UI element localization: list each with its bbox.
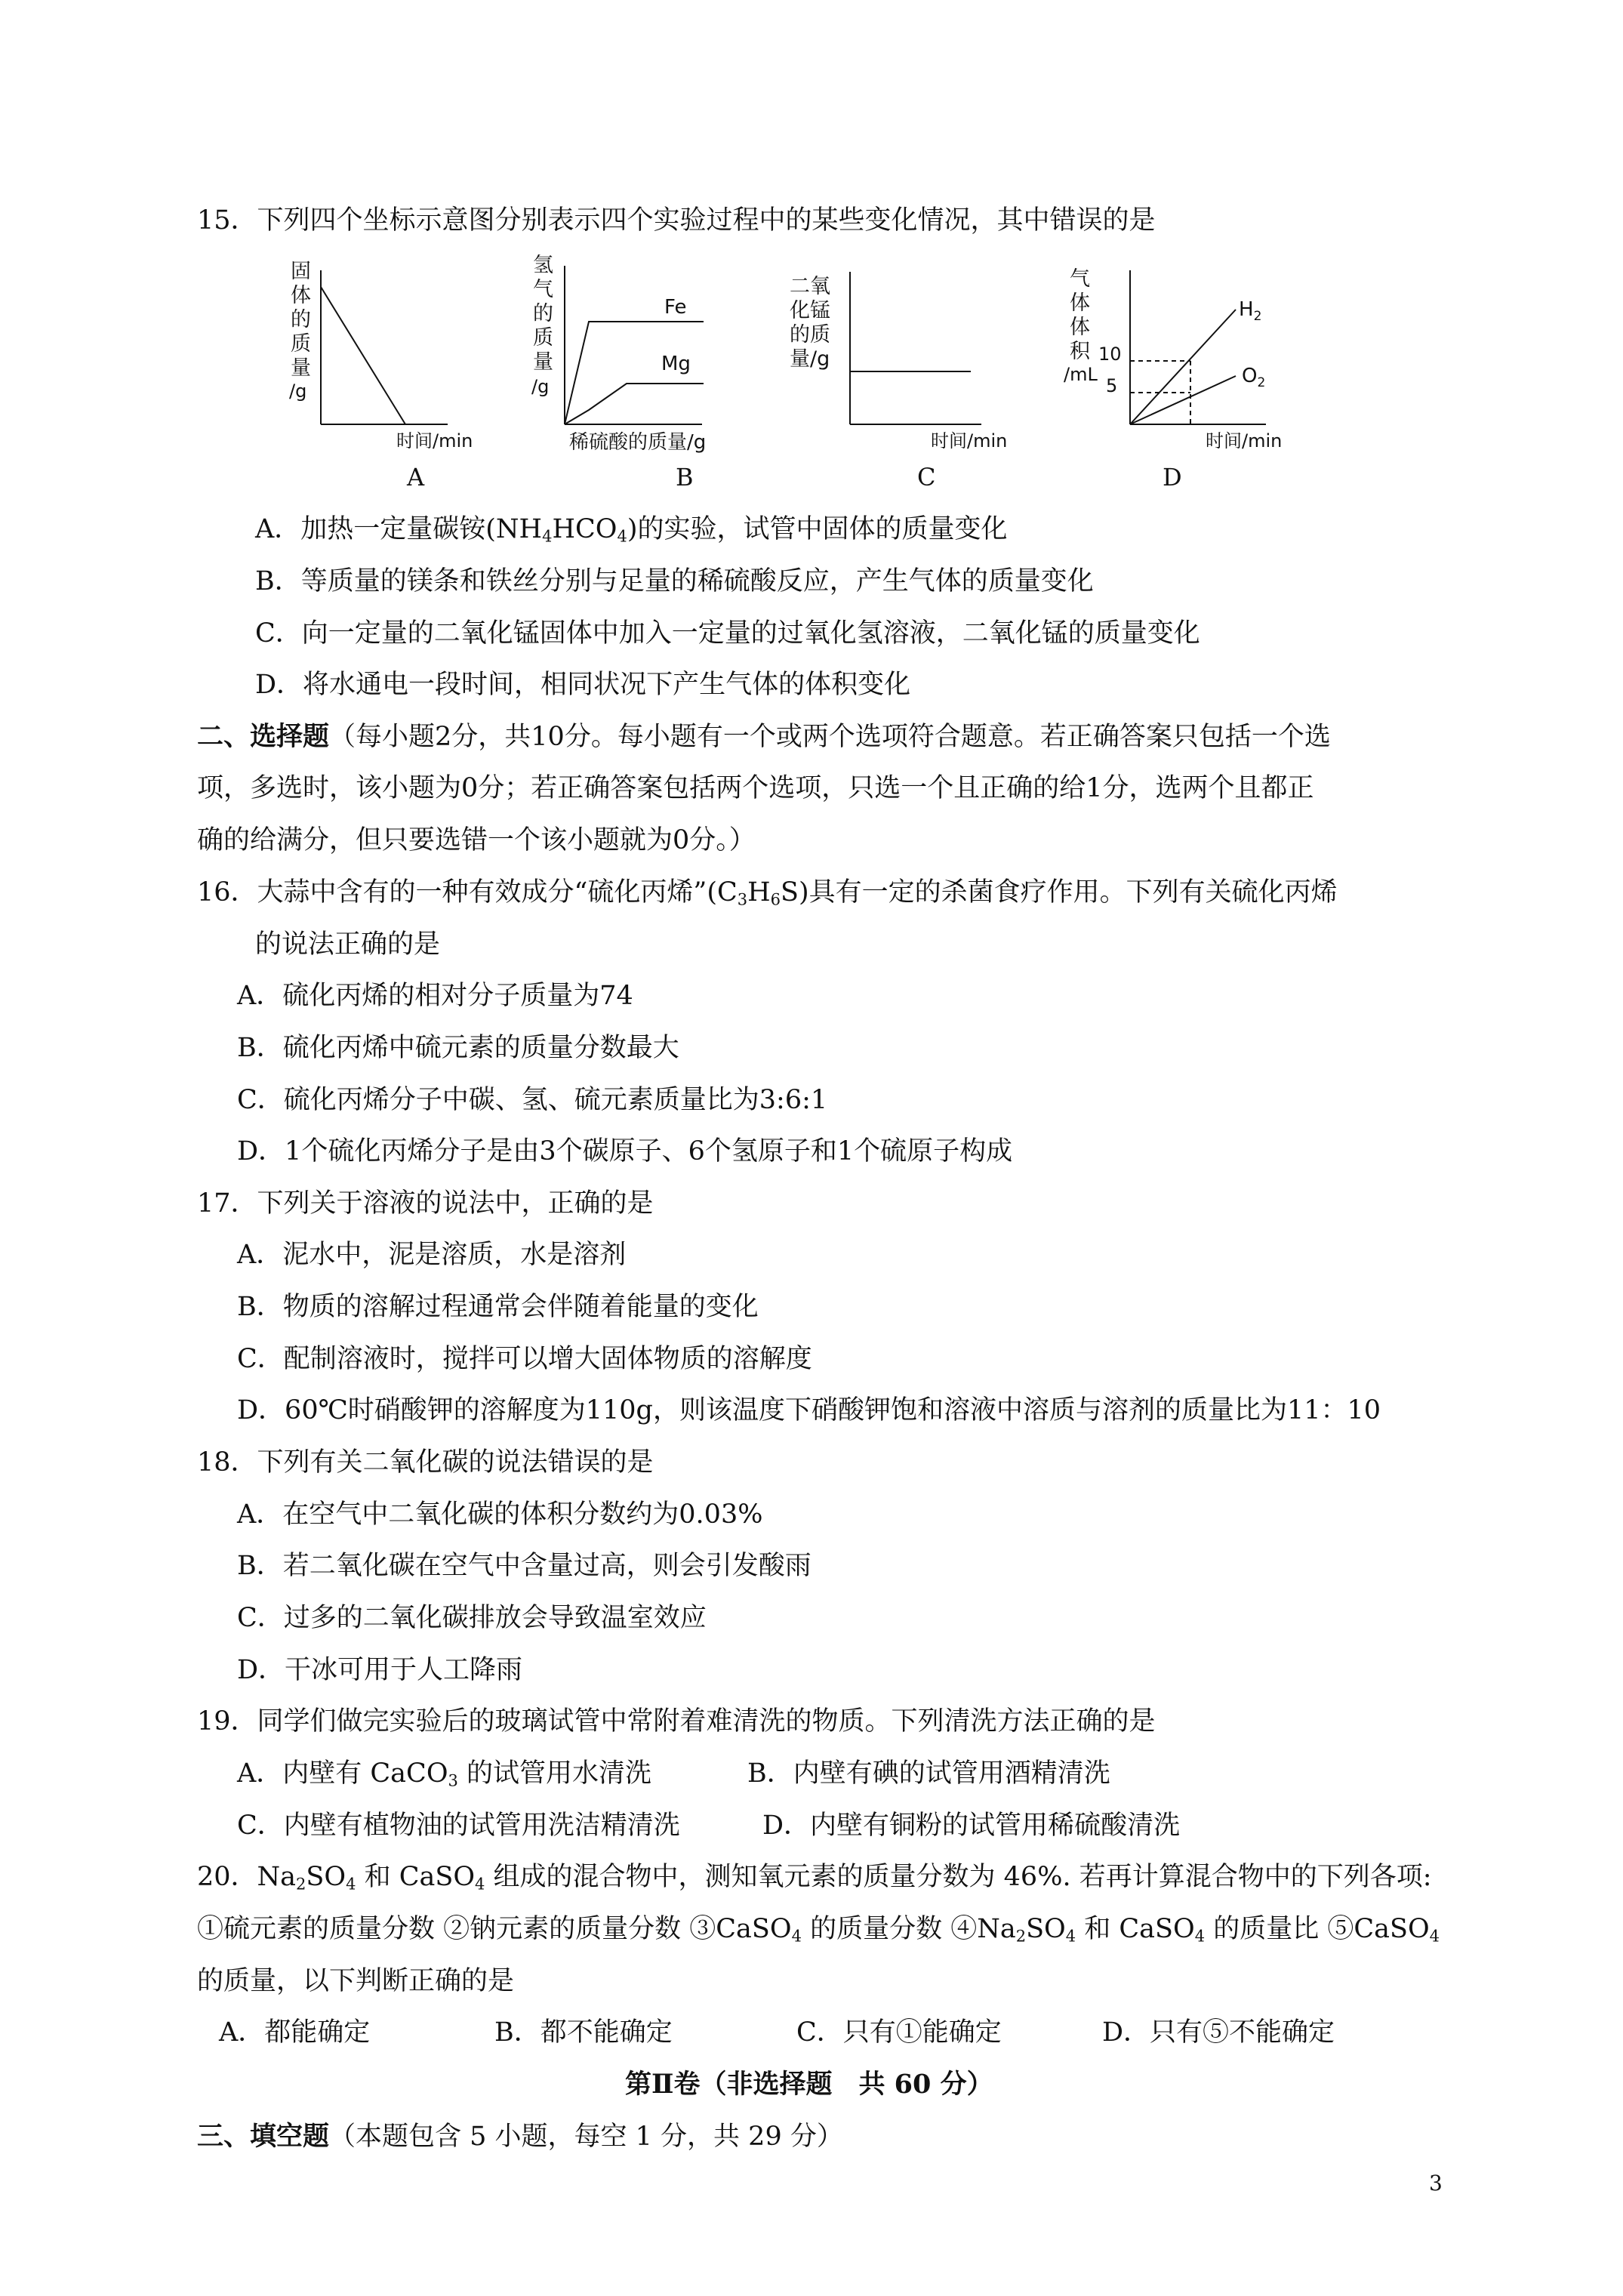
graph-c-caption: C xyxy=(917,463,936,492)
graph-d-o2-label: $O_2$ xyxy=(1242,365,1266,390)
svg-text:量/g: 量/g xyxy=(790,347,830,371)
svg-text:的: 的 xyxy=(533,302,553,325)
svg-text:的: 的 xyxy=(291,308,311,331)
graph-b-mg-line xyxy=(565,384,704,424)
q19-option-d: D．内壁有铜粉的试管用稀硫酸清洗 xyxy=(762,1811,1181,1841)
graph-b-xlabel: 稀硫酸的质量/g xyxy=(569,431,707,454)
graph-b-ylabel xyxy=(531,254,553,397)
q17-stem: 17．下列关于溶液的说法中，正确的是 xyxy=(197,1188,654,1219)
q18-option-c: C．过多的二氧化碳排放会导致温室效应 xyxy=(237,1603,707,1633)
section2-intro-line3: 确的给满分，但只要选错一个该小题就为0分。） xyxy=(197,825,756,855)
q15-stem: 15．下列四个坐标示意图分别表示四个实验过程中的某些变化情况，其中错误的是 xyxy=(197,205,1156,236)
section3-title: 三、填空题 xyxy=(197,2121,330,2152)
svg-text:量: 量 xyxy=(533,350,553,374)
q15-option-c: C．向一定量的二氧化锰固体中加入一定量的过氧化氢溶液，二氧化锰的质量变化 xyxy=(255,618,1200,649)
svg-text:体: 体 xyxy=(1070,291,1090,315)
q17-option-a: A．泥水中，泥是溶质，水是溶剂 xyxy=(237,1240,627,1270)
section2-intro-line1: 二、选择题（每小题2分，共10分。每小题有一个或两个选项符合题意。若正确答案只包括一个选 xyxy=(197,721,1331,752)
graph-a-ylabel xyxy=(289,260,311,402)
q18-option-a: A．在空气中二氧化碳的体积分数约为0.03% xyxy=(237,1499,763,1530)
svg-text:/g: /g xyxy=(289,381,307,402)
svg-text:的质: 的质 xyxy=(790,323,830,347)
q18-option-b: B．若二氧化碳在空气中含量过高，则会引发酸雨 xyxy=(237,1551,812,1581)
graph-d-caption: D xyxy=(1163,463,1182,492)
section2-title: 二、选择题 xyxy=(197,721,330,752)
svg-text:体: 体 xyxy=(1070,316,1090,339)
q17-option-b: B．物质的溶解过程通常会伴随着能量的变化 xyxy=(237,1292,759,1322)
graph-d-tick-10: 10 xyxy=(1098,344,1122,365)
graph-d xyxy=(1061,257,1310,498)
q15-option-d: D．将水通电一段时间，相同状况下产生气体的体积变化 xyxy=(255,670,911,700)
graph-b xyxy=(521,249,762,498)
q20-stem: 20．$Na_2SO_4$ 和 CaSO$_4$ 组成的混合物中，测知氧元素的质量分数为 46%. 若再计算混合物中的下列各项: xyxy=(197,1862,1432,1894)
graph-c-xlabel: 时间/min xyxy=(931,430,1008,451)
svg-text:质: 质 xyxy=(291,332,311,356)
svg-text:气: 气 xyxy=(1070,267,1090,291)
q19-option-a: A．内壁有 CaCO$_3$ 的试管用水清洗 xyxy=(237,1758,652,1790)
q19-option-b: B．内壁有碘的试管用酒精清洗 xyxy=(747,1758,1110,1789)
svg-text:积: 积 xyxy=(1070,340,1090,363)
svg-text:/g: /g xyxy=(531,376,550,397)
svg-text:气: 气 xyxy=(533,278,553,301)
svg-text:氢: 氢 xyxy=(533,254,553,277)
q19-option-c: C．内壁有植物油的试管用洗洁精清洗 xyxy=(237,1811,680,1841)
q19-stem: 19．同学们做完实验后的玻璃试管中常附着难清洗的物质。下列清洗方法正确的是 xyxy=(197,1706,1156,1737)
page-number: 3 xyxy=(1429,2171,1443,2196)
q20-option-c: C．只有①能确定 xyxy=(796,2017,1002,2048)
q15-option-b: B．等质量的镁条和铁丝分别与足量的稀硫酸反应，产生气体的质量变化 xyxy=(255,566,1094,596)
q20-stem-items: ①硫元素的质量分数 ②钠元素的质量分数 ③CaSO$_4$ 的质量分数 $④Na_2SO_4$ 和 CaSO$_4$ 的质量比 ⑤CaSO$_4$ xyxy=(197,1914,1440,1946)
svg-text:量: 量 xyxy=(291,356,311,380)
q17-option-c: C．配制溶液时，搅拌可以增大固体物质的溶解度 xyxy=(237,1344,812,1374)
graph-a xyxy=(268,257,510,498)
section2-intro-line2: 项，多选时，该小题为0分；若正确答案包括两个选项，只选一个且正确的给1分，选两个且都正 xyxy=(197,773,1314,803)
graph-d-ylabel xyxy=(1064,267,1098,385)
q16-option-c: C．硫化丙烯分子中碳、氢、硫元素质量比为3:6:1 xyxy=(237,1085,828,1115)
q16-stem: 16．大蒜中含有的一种有效成分“硫化丙烯$”(C_3H_6S)$具有一定的杀菌食疗作用。下列有关硫化丙烯 xyxy=(197,877,1338,909)
graph-b-mg-label: Mg xyxy=(661,353,691,375)
graph-d-tick-5: 5 xyxy=(1106,375,1118,396)
q20-option-b: B．都不能确定 xyxy=(494,2017,673,2048)
q20-stem-end: 的质量，以下判断正确的是 xyxy=(197,1966,515,1996)
svg-text:体: 体 xyxy=(291,284,311,307)
q16-option-a: A．硫化丙烯的相对分子质量为74 xyxy=(237,981,633,1011)
graph-d-xlabel: 时间/min xyxy=(1206,430,1283,451)
q18-option-d: D．干冰可用于人工降雨 xyxy=(237,1655,523,1685)
part2-title: 第Ⅱ卷（非选择题 共 60 分） xyxy=(625,2069,993,2100)
svg-text:化锰: 化锰 xyxy=(790,299,830,322)
graph-c-ylabel xyxy=(790,275,830,371)
svg-text:固: 固 xyxy=(291,260,311,283)
graph-a-caption: A xyxy=(407,463,425,492)
graph-b-fe-label: Fe xyxy=(664,296,687,319)
q16-stem-cont: 的说法正确的是 xyxy=(255,929,441,960)
graph-d-h2-label: $H_2$ xyxy=(1239,298,1262,324)
q18-stem: 18．下列有关二氧化碳的说法错误的是 xyxy=(197,1447,654,1478)
section3-intro: 三、填空题（本题包含 5 小题，每空 1 分，共 29 分） xyxy=(197,2121,843,2152)
q20-option-d: D．只有⑤不能确定 xyxy=(1102,2017,1335,2048)
graph-b-caption: B xyxy=(676,463,694,492)
svg-text:二氧: 二氧 xyxy=(790,275,830,298)
svg-text:质: 质 xyxy=(533,326,553,350)
svg-text:/mL: /mL xyxy=(1064,364,1098,385)
q16-option-d: D．1个硫化丙烯分子是由3个碳原子、6个氢原子和1个硫原子构成 xyxy=(237,1136,1013,1166)
q17-option-d: D．60℃时硝酸钾的溶解度为110g，则该温度下硝酸钾饱和溶液中溶质与溶剂的质量比为11：10 xyxy=(237,1395,1381,1425)
q20-option-a: A．都能确定 xyxy=(219,2017,371,2048)
q16-option-b: B．硫化丙烯中硫元素的质量分数最大 xyxy=(237,1033,679,1063)
q15-option-a: A．加热一定量碳铵$(NH_4HCO_4)$的实验，试管中固体的质量变化 xyxy=(255,514,1008,546)
graph-d-h2-line xyxy=(1130,310,1236,424)
graph-a-line xyxy=(321,287,405,424)
graph-c xyxy=(784,257,1033,498)
graph-a-xlabel: 时间/min xyxy=(396,430,473,451)
graph-d-o2-line xyxy=(1130,376,1236,424)
